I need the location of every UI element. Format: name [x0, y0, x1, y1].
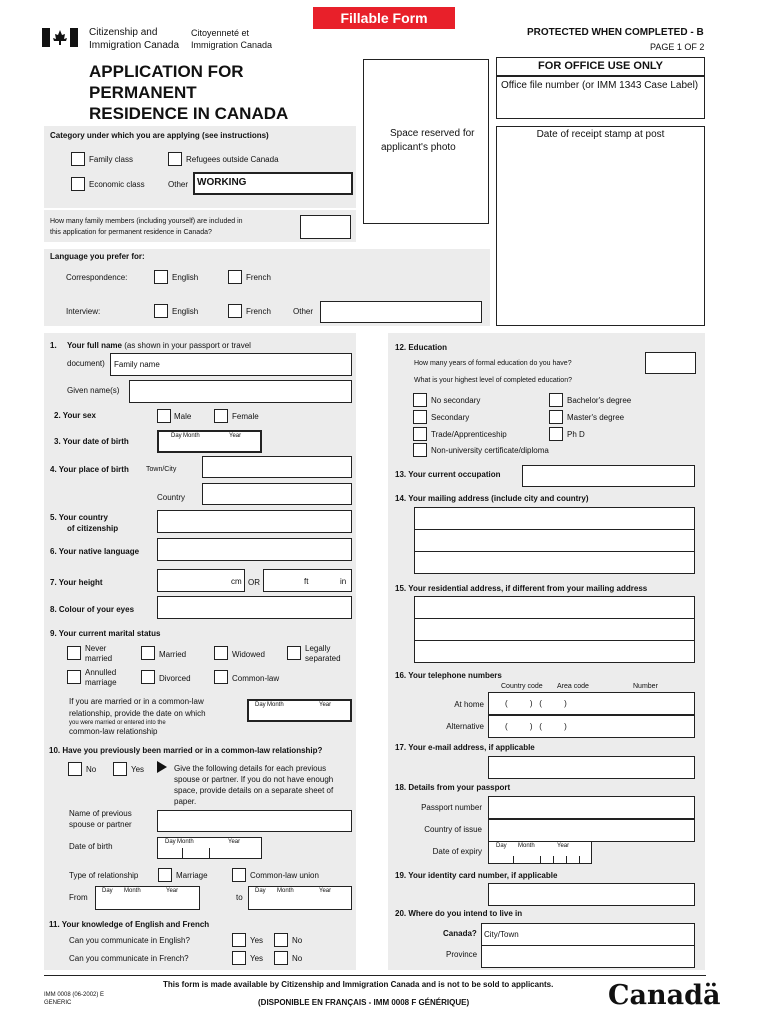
highest-education-question: What is your highest level of completed education? — [414, 377, 572, 384]
canada-wordmark: Canadä — [608, 980, 721, 1011]
rel-marriage-checkbox[interactable] — [158, 868, 172, 882]
from-date-field[interactable]: Day Month Year — [95, 886, 200, 910]
prev-married-no-checkbox[interactable] — [68, 762, 82, 776]
master-label: Master's degree — [567, 413, 625, 422]
q12-label: 12. Education — [395, 343, 448, 352]
french-yes-label: Yes — [250, 954, 264, 963]
to-label: to — [236, 893, 243, 902]
married-label: Married — [159, 650, 187, 659]
category-heading: Category under which you are applying (see instructions) — [50, 131, 269, 140]
trade-label: Trade/Apprenticeship — [431, 430, 507, 439]
correspondence-english-checkbox[interactable] — [154, 270, 168, 284]
french-no-checkbox[interactable] — [274, 951, 288, 965]
q4-label: 4. Your place of birth — [50, 465, 129, 474]
from-label: From — [69, 893, 88, 902]
non-university-label: Non-university certificate/diploma — [431, 446, 549, 455]
height-cm-field[interactable]: cm — [157, 569, 245, 592]
height-or-label: OR — [248, 578, 260, 587]
other-category-label: Other — [168, 180, 189, 189]
never-married-checkbox[interactable] — [67, 646, 81, 660]
interview-other-field[interactable] — [320, 301, 482, 323]
q5-label: 5. Your country of citizenship — [50, 513, 119, 533]
fillable-form-banner: Fillable Form — [313, 7, 455, 29]
interview-other-label: Other — [293, 307, 314, 316]
bachelor-label: Bachelor's degree — [567, 396, 632, 405]
province-field[interactable] — [481, 945, 695, 968]
other-category-field[interactable]: WORKING — [193, 172, 353, 195]
q1-label: Your full name (as shown in your passport or travel — [67, 341, 251, 350]
expiry-date-field[interactable]: Day Month Year — [488, 841, 592, 864]
rel-common-law-checkbox[interactable] — [232, 868, 246, 882]
male-checkbox[interactable] — [157, 409, 171, 423]
french-yes-checkbox[interactable] — [232, 951, 246, 965]
birth-country-field[interactable] — [202, 483, 352, 505]
english-no-label: No — [292, 936, 303, 945]
legally-separated-label: Legally separated — [305, 644, 341, 663]
citizenship-field[interactable] — [157, 510, 352, 533]
page-number: PAGE 1 OF 2 — [650, 42, 705, 52]
married-checkbox[interactable] — [141, 646, 155, 660]
given-names-label: Given name(s) — [67, 386, 120, 395]
non-university-checkbox[interactable] — [413, 443, 427, 457]
family-name-field[interactable]: Family name — [110, 353, 352, 376]
correspondence-english-label: English — [172, 273, 199, 282]
english-yes-checkbox[interactable] — [232, 933, 246, 947]
protected-notice: PROTECTED WHEN COMPLETED - B — [527, 27, 704, 38]
economic-class-label: Economic class — [89, 180, 145, 189]
rel-type-label: Type of relationship — [69, 871, 139, 880]
alternative-label: Alternative — [446, 722, 484, 731]
interview-french-label: French — [246, 307, 271, 316]
dept-name-fr: Citoyenneté et Immigration Canada — [191, 28, 273, 50]
q15-label: 15. Your residential address, if different from your mailing address — [395, 584, 648, 593]
alternative-phone-field[interactable]: ( ) ( ) — [488, 715, 695, 738]
native-language-field[interactable] — [157, 538, 352, 561]
never-married-label: Never married — [85, 644, 113, 663]
prev-spouse-note: Give the following details for each previous spouse or partner. If you do not have enough space, provide details on a separate sheet of paper. — [174, 764, 334, 806]
refugees-checkbox[interactable] — [168, 152, 182, 166]
at-home-label: At home — [454, 700, 484, 709]
home-phone-field[interactable]: ( ) ( ) — [488, 692, 695, 715]
mailing-address-field[interactable] — [414, 507, 695, 574]
country-of-issue-field[interactable] — [488, 819, 695, 842]
prev-dob-field[interactable]: Day Month Year — [157, 837, 262, 859]
english-question: Can you communicate in English? — [69, 936, 190, 945]
q9-label: 9. Your current marital status — [50, 629, 161, 638]
footer-notice: This form is made available by Citizenship and Immigration Canada and is not to be sold to applicants. — [163, 980, 554, 989]
country-of-issue-label: Country of issue — [424, 825, 482, 834]
q19-label: 19. Your identity card number, if applicable — [395, 871, 558, 880]
widowed-checkbox[interactable] — [214, 646, 228, 660]
prev-married-no-label: No — [86, 765, 97, 774]
language-heading: Language you prefer for: — [50, 252, 145, 261]
correspondence-label: Correspondence: — [66, 273, 128, 282]
expiry-label: Date of expiry — [432, 847, 482, 856]
family-class-label: Family class — [89, 155, 134, 164]
city-town-field[interactable]: City/Town — [481, 923, 695, 946]
id-card-field[interactable] — [488, 883, 695, 906]
interview-label: Interview: — [66, 307, 101, 316]
eye-colour-field[interactable] — [157, 596, 352, 619]
to-date-field[interactable]: Day Month Year — [248, 886, 352, 910]
form-generic: GENERIC — [44, 1000, 72, 1006]
interview-english-label: English — [172, 307, 199, 316]
q10-label: 10. Have you previously been married or in a common-law relationship? — [49, 746, 323, 755]
bachelor-checkbox[interactable] — [549, 393, 563, 407]
correspondence-french-label: French — [246, 273, 271, 282]
height-ft-in-field[interactable]: ft in — [263, 569, 352, 592]
given-names-field[interactable] — [129, 380, 352, 403]
q17-label: 17. Your e-mail address, if applicable — [395, 743, 535, 752]
divorced-label: Divorced — [159, 674, 191, 683]
passport-number-field[interactable] — [488, 796, 695, 819]
q13-label: 13. Your current occupation — [395, 470, 501, 479]
interview-french-checkbox[interactable] — [228, 304, 242, 318]
economic-class-checkbox[interactable] — [71, 177, 85, 191]
family-class-checkbox[interactable] — [71, 152, 85, 166]
rel-common-law-label: Common-law union — [250, 871, 319, 880]
q8-label: 8. Colour of your eyes — [50, 605, 135, 614]
prev-married-yes-label: Yes — [131, 765, 145, 774]
french-question: Can you communicate in French? — [69, 954, 189, 963]
q3-label: 3. Your date of birth — [54, 437, 129, 446]
divorced-checkbox[interactable] — [141, 670, 155, 684]
q11-label: 11. Your knowledge of English and French — [49, 920, 210, 929]
q14-label: 14. Your mailing address (include city and country) — [395, 494, 589, 503]
phd-label: Ph D — [567, 430, 585, 439]
birth-town-field[interactable] — [202, 456, 352, 478]
q18-label: 18. Details from your passport — [395, 783, 511, 792]
dept-name-en: Citizenship and Immigration Canada — [89, 27, 180, 51]
prev-spouse-name-field[interactable] — [157, 810, 352, 832]
prev-dob-label: Date of birth — [69, 842, 113, 851]
area-code-label: Area code — [557, 683, 589, 690]
married-date-field[interactable]: Day Month Year — [247, 699, 352, 722]
q1-note: document) — [67, 359, 105, 368]
secondary-checkbox[interactable] — [413, 410, 427, 424]
q16-label: 16. Your telephone numbers — [395, 671, 502, 680]
years-education-question: How many years of formal education do you have? — [414, 360, 572, 367]
english-no-checkbox[interactable] — [274, 933, 288, 947]
rel-marriage-label: Marriage — [176, 871, 208, 880]
married-date-note-end: common-law relationship — [69, 727, 158, 736]
annulled-checkbox[interactable] — [67, 670, 81, 684]
married-date-note: If you are married or in a common-law relationship, provide the date on which — [69, 697, 206, 718]
correspondence-french-checkbox[interactable] — [228, 270, 242, 284]
no-secondary-label: No secondary — [431, 396, 481, 405]
male-label: Male — [174, 412, 192, 421]
married-date-subnote: you were married or entered into the — [69, 720, 166, 726]
family-members-question: How many family members (including yourself) are included in this application for permanent residence in Canada? — [50, 218, 243, 236]
q7-label: 7. Your height — [50, 578, 103, 587]
phd-checkbox[interactable] — [549, 427, 563, 441]
years-education-field[interactable] — [645, 352, 696, 374]
q6-label: 6. Your native language — [50, 547, 140, 556]
footer-divider — [44, 975, 706, 976]
occupation-field[interactable] — [522, 465, 695, 487]
common-law-checkbox[interactable] — [214, 670, 228, 684]
canada-label: Canada? — [443, 929, 477, 938]
french-no-label: No — [292, 954, 303, 963]
office-file-number: Office file number (or IMM 1343 Case Label) — [496, 76, 705, 119]
q1-number: 1. — [50, 341, 57, 350]
office-use-heading: FOR OFFICE USE ONLY — [496, 57, 705, 76]
english-yes-label: Yes — [250, 936, 264, 945]
arrow-right-icon — [157, 761, 167, 773]
email-field[interactable] — [488, 756, 695, 779]
common-law-label: Common-law — [232, 674, 280, 683]
photo-box: Space reserved for applicant's photo — [363, 59, 489, 224]
interview-english-checkbox[interactable] — [154, 304, 168, 318]
form-title: APPLICATION FOR PERMANENT RESIDENCE IN CANADA — [89, 62, 289, 123]
canada-flag-icon — [42, 28, 78, 47]
date-of-birth-field[interactable]: Day Month Year — [157, 430, 262, 453]
female-label: Female — [232, 412, 259, 421]
passport-number-label: Passport number — [421, 803, 482, 812]
number-label: Number — [633, 683, 658, 690]
province-label: Province — [446, 950, 478, 959]
widowed-label: Widowed — [232, 650, 265, 659]
prev-spouse-name-label: Name of previous spouse or partner — [69, 809, 132, 829]
no-secondary-checkbox[interactable] — [413, 393, 427, 407]
receipt-stamp-box: Date of receipt stamp at post — [496, 126, 705, 326]
annulled-label: Annulled marriage — [85, 668, 117, 687]
birth-country-label: Country — [157, 493, 186, 502]
q20-label: 20. Where do you intend to live in — [395, 909, 523, 918]
town-city-label: Town/City — [146, 466, 177, 473]
form-id: IMM 0008 (06-2002) E — [44, 992, 105, 998]
secondary-label: Secondary — [431, 413, 470, 422]
q2-label: 2. Your sex — [54, 411, 96, 420]
legally-separated-checkbox[interactable] — [287, 646, 301, 660]
footer-french: (DISPONIBLE EN FRANÇAIS - IMM 0008 F GÉNÉRIQUE) — [258, 998, 470, 1007]
trade-checkbox[interactable] — [413, 427, 427, 441]
master-checkbox[interactable] — [549, 410, 563, 424]
family-members-field[interactable] — [300, 215, 351, 239]
prev-married-yes-checkbox[interactable] — [113, 762, 127, 776]
residential-address-field[interactable] — [414, 596, 695, 663]
refugees-label: Refugees outside Canada — [186, 155, 279, 164]
country-code-label: Country code — [501, 683, 543, 690]
female-checkbox[interactable] — [214, 409, 228, 423]
